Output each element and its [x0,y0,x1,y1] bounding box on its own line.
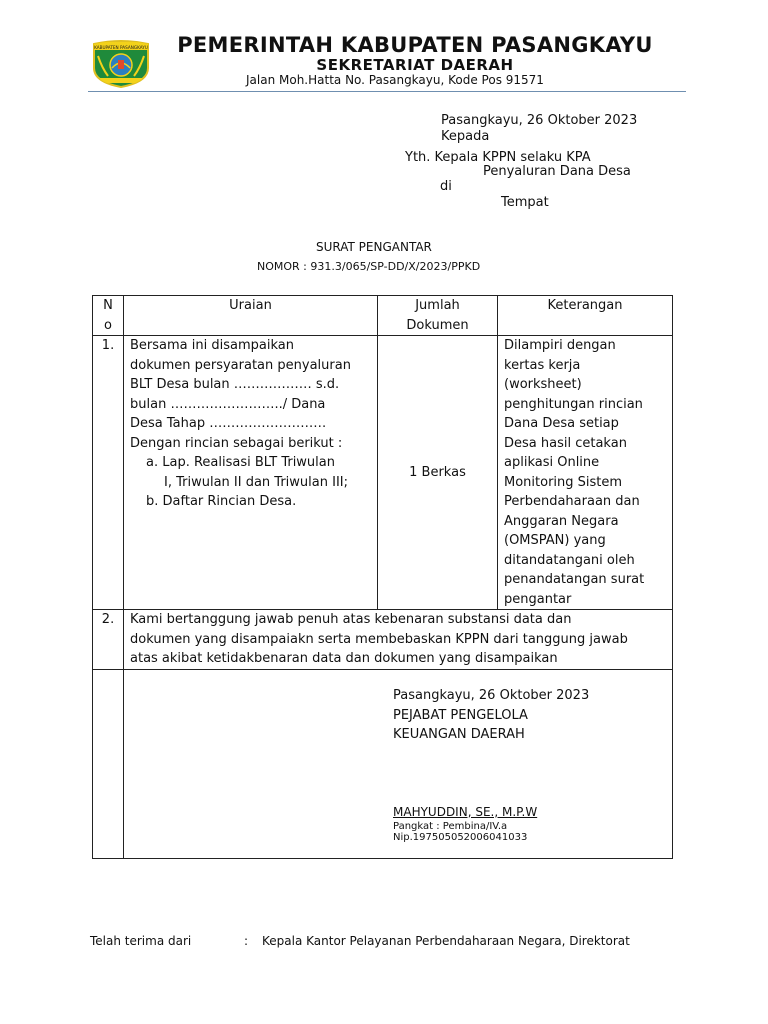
signature-place-date: Pasangkayu, 26 Oktober 2023 [393,687,590,703]
signature-rank: Pangkat : Pembina/IV.a [393,820,508,832]
signature-row-number [93,669,124,858]
row2-line: Kami bertanggung jawab penuh atas kebenaran substansi data dan [130,612,572,627]
item-b-number: b. [146,494,159,509]
keterangan-line: Dilampiri dengan [504,338,616,353]
table-row [93,336,673,610]
signature-cell [124,669,673,858]
row1-uraian-line: Dengan rincian sebagai berikut : [130,435,343,451]
letter-place-date: Pasangkayu, 26 Oktober 2023 [441,113,638,128]
row2-number: 2. [93,610,124,670]
row1-uraian-line: Bersama ini disampaikan [130,338,294,353]
document-title: SURAT PENGANTAR [316,240,432,254]
header-uraian: Uraian [124,296,378,336]
item-b-text: Daftar Rincian Desa. [162,494,297,509]
keterangan-line: penandatangan surat [504,572,645,587]
keterangan-line: (worksheet) [504,377,582,392]
row1-uraian [124,336,378,610]
row1-item-a [130,453,371,473]
row1-uraian-line: BLT Desa bulan ……………… s.d. [130,377,340,392]
row2-line: atas akibat ketidakbenaran data dan dokumen yang disampaikan [130,651,558,666]
cover-letter-table [92,295,673,859]
letter-tempat: Tempat [501,195,549,210]
document-number: NOMOR : 931.3/065/SP-DD/X/2023/PPKD [257,260,481,273]
svg-text:KABUPATEN PASANGKAYU: KABUPATEN PASANGKAYU [94,45,148,50]
header-jumlah [378,296,498,336]
row1-number: 1. [93,336,124,610]
item-a-text: Lap. Realisasi BLT Triwulan [162,455,335,470]
letter-kepada: Kepada [441,129,490,144]
header-jumlah-line2: Dokumen [406,317,469,333]
footer-value: Kepala Kantor Pelayanan Perbendaharaan Negara, Direktorat [262,934,630,948]
header-jumlah-line1: Jumlah [415,298,460,313]
keterangan-line: Dana Desa setiap [504,416,619,431]
keterangan-line: ditandatangani oleh [504,552,635,568]
footer-label: Telah terima dari [90,934,192,948]
header-divider [88,91,686,92]
header-no-line2: o [104,317,112,333]
row1-uraian-line: dokumen persyaratan penyaluran [130,357,351,373]
item-a-text-cont: I, Triwulan II dan Triwulan III; [164,474,348,490]
signature-position-line1: PEJABAT PENGELOLA [393,707,528,723]
letter-yth-line2: Penyaluran Dana Desa [483,164,631,179]
keterangan-line: kertas kerja [504,357,581,373]
item-a-number: a. [146,455,159,470]
keterangan-line: penghitungan rincian [504,396,643,412]
table-row [93,610,673,670]
row1-uraian-line: Desa Tahap ……………………… [130,416,327,431]
signature-row [93,669,673,858]
header-no-line1: N [103,298,113,313]
row1-item-b [130,492,371,512]
row2-line: dokumen yang disampaiakn serta membebaskan KPPN dari tanggung jawab [130,631,628,647]
header-subtitle: SEKRETARIAT DAERAH [316,56,514,74]
footer-colon: : [244,934,249,948]
signature-name: MAHYUDDIN, SE., M.P.W [393,804,538,819]
keterangan-line: aplikasi Online [504,455,600,470]
header-title: PEMERINTAH KABUPATEN PASANGKAYU [177,33,653,57]
letter-yth: Yth. Kepala KPPN selaku KPA [405,150,591,165]
keterangan-line: Perbendaharaan dan [504,494,640,509]
keterangan-line: Desa hasil cetakan [504,435,627,451]
keterangan-line: Anggaran Negara [504,513,619,529]
letter-di: di [440,179,452,194]
table-header-row [93,296,673,336]
row1-uraian-line: bulan ……………………../ Dana [130,396,326,412]
row2-statement [124,610,673,670]
keterangan-line: Monitoring Sistem [504,474,623,490]
header-address: Jalan Moh.Hatta No. Pasangkayu, Kode Pos 91571 [246,73,544,87]
row1-jumlah: 1 Berkas [378,336,498,610]
keterangan-line: pengantar [504,591,572,607]
row1-keterangan [498,336,673,610]
header-no [93,296,124,336]
header-keterangan: Keterangan [498,296,673,336]
keterangan-line: (OMSPAN) yang [504,533,606,548]
signature-nip: Nip.197505052006041033 [393,831,528,843]
signature-position-line2: KEUANGAN DAERAH [393,726,525,742]
